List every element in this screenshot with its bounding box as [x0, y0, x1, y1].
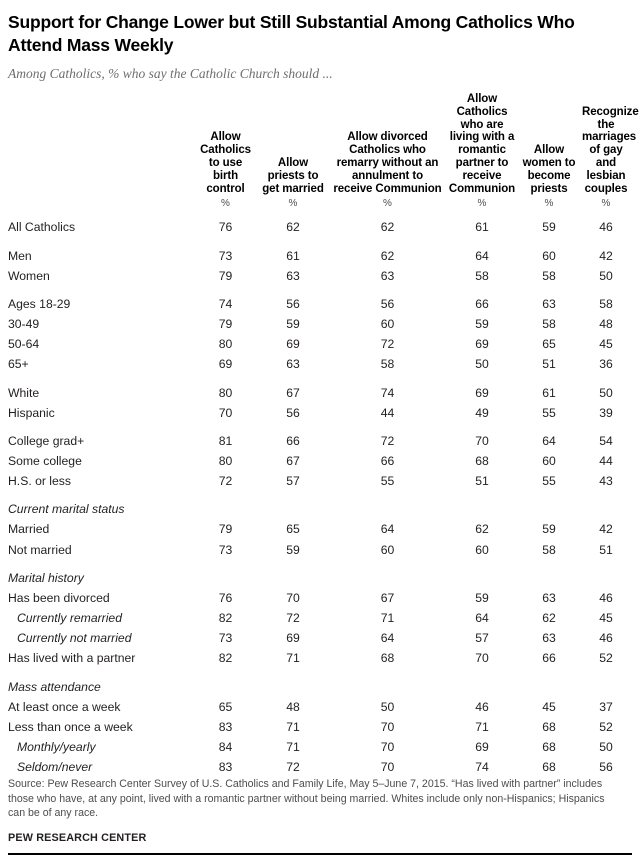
cell-value: 48	[286, 699, 300, 714]
cell-value: 71	[286, 740, 300, 755]
table-row	[8, 471, 632, 491]
cell-value: 79	[218, 268, 233, 283]
cell-value	[194, 491, 257, 519]
row-section-label: Marital history	[8, 570, 84, 585]
cell-value: 59	[286, 542, 300, 557]
row-label: 65+	[8, 357, 29, 372]
row-label: Currently remarried	[17, 611, 122, 626]
cell-value: 63	[286, 268, 300, 283]
cell-value: 51	[599, 542, 613, 557]
cell-value: 62	[286, 220, 300, 235]
cell-value: 46	[599, 590, 613, 605]
cell-value: 83	[218, 760, 233, 775]
cell-value: 81	[218, 433, 233, 448]
table-row	[8, 519, 632, 539]
row-label: White	[8, 385, 40, 400]
cell-value: 58	[599, 296, 613, 311]
row-label: Currently not married	[17, 631, 132, 646]
row-label: Has lived with a partner	[8, 651, 136, 666]
row-label: Married	[8, 522, 50, 537]
cell-value: 69	[218, 357, 233, 372]
cell-value	[446, 491, 518, 519]
cell-value: 50	[380, 699, 395, 714]
cell-value: 37	[599, 699, 613, 714]
unit-row	[8, 195, 632, 217]
cell-value: 46	[599, 220, 613, 235]
cell-value: 57	[286, 474, 300, 489]
row-label: Monthly/yearly	[17, 740, 96, 755]
cell-value: 69	[475, 337, 489, 352]
cell-value: 82	[218, 611, 233, 626]
cell-value: 69	[475, 740, 489, 755]
column-header-birth-control: Allow Catholics to use birth control	[200, 131, 251, 195]
cell-value: 71	[380, 611, 395, 626]
cell-value: 58	[542, 542, 556, 557]
cell-value	[257, 491, 329, 519]
table-row	[8, 334, 632, 354]
cell-value: 57	[475, 631, 489, 646]
cell-value: 74	[475, 760, 489, 775]
cell-value: 61	[542, 385, 556, 400]
cell-value: 73	[218, 542, 233, 557]
unit-col-5: %	[544, 198, 554, 210]
row-section-label: Current marital status	[8, 502, 125, 517]
cell-value	[518, 669, 580, 697]
cell-value: 82	[218, 651, 233, 666]
cell-value: 58	[380, 357, 395, 372]
cell-value: 64	[475, 611, 489, 626]
cell-value: 56	[286, 296, 300, 311]
table-row	[8, 648, 632, 668]
cell-value: 52	[599, 719, 613, 734]
cell-value: 52	[599, 651, 613, 666]
cell-value: 50	[475, 357, 489, 372]
cell-value	[446, 560, 518, 588]
row-label: Ages 18-29	[8, 296, 71, 311]
cell-value: 71	[286, 651, 300, 666]
cell-value: 69	[286, 631, 300, 646]
cell-value: 60	[380, 542, 395, 557]
cell-value: 63	[542, 590, 556, 605]
cell-value: 50	[599, 740, 613, 755]
cell-value: 67	[380, 590, 395, 605]
cell-value: 50	[599, 385, 613, 400]
unit-col-1: %	[221, 198, 230, 210]
cell-value: 43	[599, 474, 613, 489]
column-header-priests-marry: Allow priests to get married	[262, 156, 324, 195]
table-row	[8, 628, 632, 648]
cell-value: 64	[475, 248, 489, 263]
cell-value: 44	[380, 405, 395, 420]
table-row	[8, 588, 632, 608]
cell-value: 72	[380, 337, 395, 352]
cell-value	[580, 560, 632, 588]
cell-value: 65	[286, 522, 300, 537]
cell-value: 60	[380, 317, 395, 332]
column-header-women-priests: Allow women to become priests	[522, 144, 576, 195]
cell-value: 68	[380, 651, 395, 666]
table-row	[8, 314, 632, 334]
cell-value: 59	[475, 317, 489, 332]
row-label: College grad+	[8, 433, 85, 448]
table-row	[8, 491, 632, 519]
cell-value: 61	[475, 220, 489, 235]
unit-col-2: %	[288, 198, 298, 210]
column-header-divorced-communion: Allow divorced Catholics who remarry without an annulment to receive Communion	[333, 131, 442, 195]
cell-value: 62	[380, 220, 395, 235]
cell-value: 84	[218, 740, 233, 755]
row-section-label: Mass attendance	[8, 679, 101, 694]
cell-value: 70	[475, 433, 489, 448]
cell-value: 51	[475, 474, 489, 489]
cell-value: 70	[380, 760, 395, 775]
row-label: H.S. or less	[8, 474, 71, 489]
organization-name: PEW RESEARCH CENTER	[8, 831, 147, 844]
cell-value: 58	[542, 268, 556, 283]
cell-value: 80	[218, 385, 233, 400]
table-row	[8, 697, 632, 717]
table-body	[8, 217, 632, 777]
source-note: Source: Pew Research Center Survey of U.S. Catholics and Family Life, May 5–June 7, 2015. “Has lived with partner” includes those who have, at any point, lived with a romantic partner without being married. Whites include only non-Hispanics; Hispanics can be of any race.	[8, 778, 605, 820]
cell-value: 68	[542, 760, 556, 775]
table-row	[8, 286, 632, 314]
cell-value: 68	[475, 453, 489, 468]
cell-value: 70	[380, 719, 395, 734]
cell-value	[194, 669, 257, 697]
cell-value: 79	[218, 317, 233, 332]
cell-value	[580, 669, 632, 697]
cell-value: 83	[218, 719, 233, 734]
cell-value: 46	[599, 631, 613, 646]
footer	[8, 777, 632, 861]
cell-value: 48	[599, 317, 613, 332]
table-row	[8, 217, 632, 237]
data-table	[8, 93, 639, 777]
cell-value: 76	[218, 220, 233, 235]
row-label: Men	[8, 248, 32, 263]
cell-value: 62	[542, 611, 556, 626]
cell-value: 56	[599, 760, 613, 775]
row-label: Women	[8, 268, 50, 283]
table-row	[8, 608, 632, 628]
header-row	[8, 93, 632, 195]
table-row	[8, 560, 632, 588]
cell-value: 42	[599, 522, 613, 537]
cell-value	[580, 491, 632, 519]
table-row	[8, 451, 632, 471]
cell-value: 64	[542, 433, 556, 448]
cell-value: 73	[218, 631, 233, 646]
cell-value: 80	[218, 337, 233, 352]
row-label: Not married	[8, 542, 72, 557]
cell-value: 66	[380, 453, 395, 468]
cell-value: 49	[475, 405, 489, 420]
cell-value: 45	[542, 699, 556, 714]
page-subtitle: Among Catholics, % who say the Catholic Church should ...	[8, 66, 333, 81]
cell-value: 70	[218, 405, 233, 420]
cell-value	[518, 560, 580, 588]
table-row	[8, 669, 632, 697]
cell-value	[257, 669, 329, 697]
cell-value: 67	[286, 453, 300, 468]
row-label: At least once a week	[8, 699, 121, 714]
table-row	[8, 354, 632, 374]
cell-value: 74	[380, 385, 395, 400]
cell-value: 50	[599, 268, 613, 283]
cell-value: 72	[286, 760, 300, 775]
cell-value: 39	[599, 405, 613, 420]
row-label: Some college	[8, 453, 82, 468]
unit-col-3: %	[383, 198, 392, 210]
cell-value: 72	[286, 611, 300, 626]
cell-value: 65	[542, 337, 556, 352]
cell-value: 55	[380, 474, 395, 489]
cell-value	[257, 560, 329, 588]
cell-value: 70	[380, 740, 395, 755]
cell-value: 64	[380, 522, 395, 537]
cell-value: 69	[286, 337, 300, 352]
cell-value: 63	[286, 357, 300, 372]
cell-value: 76	[218, 590, 233, 605]
cell-value	[329, 669, 446, 697]
cell-value: 68	[542, 740, 556, 755]
cell-value: 54	[599, 433, 613, 448]
cell-value: 59	[542, 220, 556, 235]
cell-value: 68	[542, 719, 556, 734]
cell-value: 59	[286, 317, 300, 332]
cell-value: 70	[286, 590, 300, 605]
row-label: Has been divorced	[8, 590, 110, 605]
cell-value: 72	[380, 433, 395, 448]
row-label: Less than once a week	[8, 719, 133, 734]
table-header	[8, 93, 639, 217]
cell-value: 59	[542, 522, 556, 537]
cell-value: 55	[542, 405, 556, 420]
cell-value: 55	[542, 474, 556, 489]
cell-value: 46	[475, 699, 489, 714]
table-row	[8, 375, 632, 403]
table-row	[8, 238, 632, 266]
cell-value: 62	[475, 522, 489, 537]
cell-value: 63	[542, 296, 556, 311]
cell-value: 61	[286, 248, 300, 263]
table-row	[8, 266, 632, 286]
cell-value	[518, 491, 580, 519]
cell-value: 66	[475, 296, 489, 311]
cell-value: 73	[218, 248, 233, 263]
cell-value: 72	[218, 474, 233, 489]
row-label: All Catholics	[8, 220, 76, 235]
cell-value: 63	[380, 268, 395, 283]
cell-value: 60	[542, 248, 556, 263]
table-row	[8, 757, 632, 777]
cell-value: 71	[286, 719, 300, 734]
cell-value: 36	[599, 357, 613, 372]
cell-value: 59	[475, 590, 489, 605]
cell-value: 71	[475, 719, 489, 734]
row-label: Seldom/never	[17, 760, 93, 775]
row-label: 30-49	[8, 317, 40, 332]
cell-value: 64	[380, 631, 395, 646]
table-row	[8, 717, 632, 737]
column-header-same-sex-marriage: Recognize the marriages of gay and lesbian couples	[582, 105, 639, 195]
cell-value: 60	[542, 453, 556, 468]
unit-label-blank	[8, 195, 194, 217]
cell-value: 56	[380, 296, 395, 311]
cell-value: 67	[286, 385, 300, 400]
cell-value: 58	[542, 317, 556, 332]
cell-value: 56	[286, 405, 300, 420]
table-row	[8, 403, 632, 423]
bottom-rule	[8, 853, 632, 855]
cell-value: 45	[599, 337, 613, 352]
unit-col-4: %	[477, 198, 487, 210]
row-label: Hispanic	[8, 405, 55, 420]
cell-value: 66	[542, 651, 556, 666]
page-title: Support for Change Lower but Still Substantial Among Catholics Who Attend Mass Weekly	[8, 12, 575, 55]
cell-value: 45	[599, 611, 613, 626]
cell-value: 42	[599, 248, 613, 263]
cell-value: 62	[380, 248, 395, 263]
table-row	[8, 540, 632, 560]
unit-col-6: %	[601, 198, 611, 210]
cell-value	[329, 560, 446, 588]
cell-value: 70	[475, 651, 489, 666]
cell-value: 66	[286, 433, 300, 448]
table-row	[8, 423, 632, 451]
cell-value: 69	[475, 385, 489, 400]
row-label: 50-64	[8, 337, 40, 352]
cell-value: 80	[218, 453, 233, 468]
column-header-label	[8, 93, 194, 195]
cell-value: 58	[475, 268, 489, 283]
table-row	[8, 737, 632, 757]
cell-value: 65	[218, 699, 233, 714]
cell-value: 60	[475, 542, 489, 557]
cell-value: 51	[542, 357, 556, 372]
cell-value: 79	[218, 522, 233, 537]
column-header-cohabiting-communion: Allow Catholics who are living with a romantic partner to receive Communion	[448, 93, 516, 195]
cell-value: 74	[218, 296, 233, 311]
cell-value: 44	[599, 453, 613, 468]
cell-value	[446, 669, 518, 697]
cell-value	[194, 560, 257, 588]
cell-value	[329, 491, 446, 519]
cell-value: 63	[542, 631, 556, 646]
